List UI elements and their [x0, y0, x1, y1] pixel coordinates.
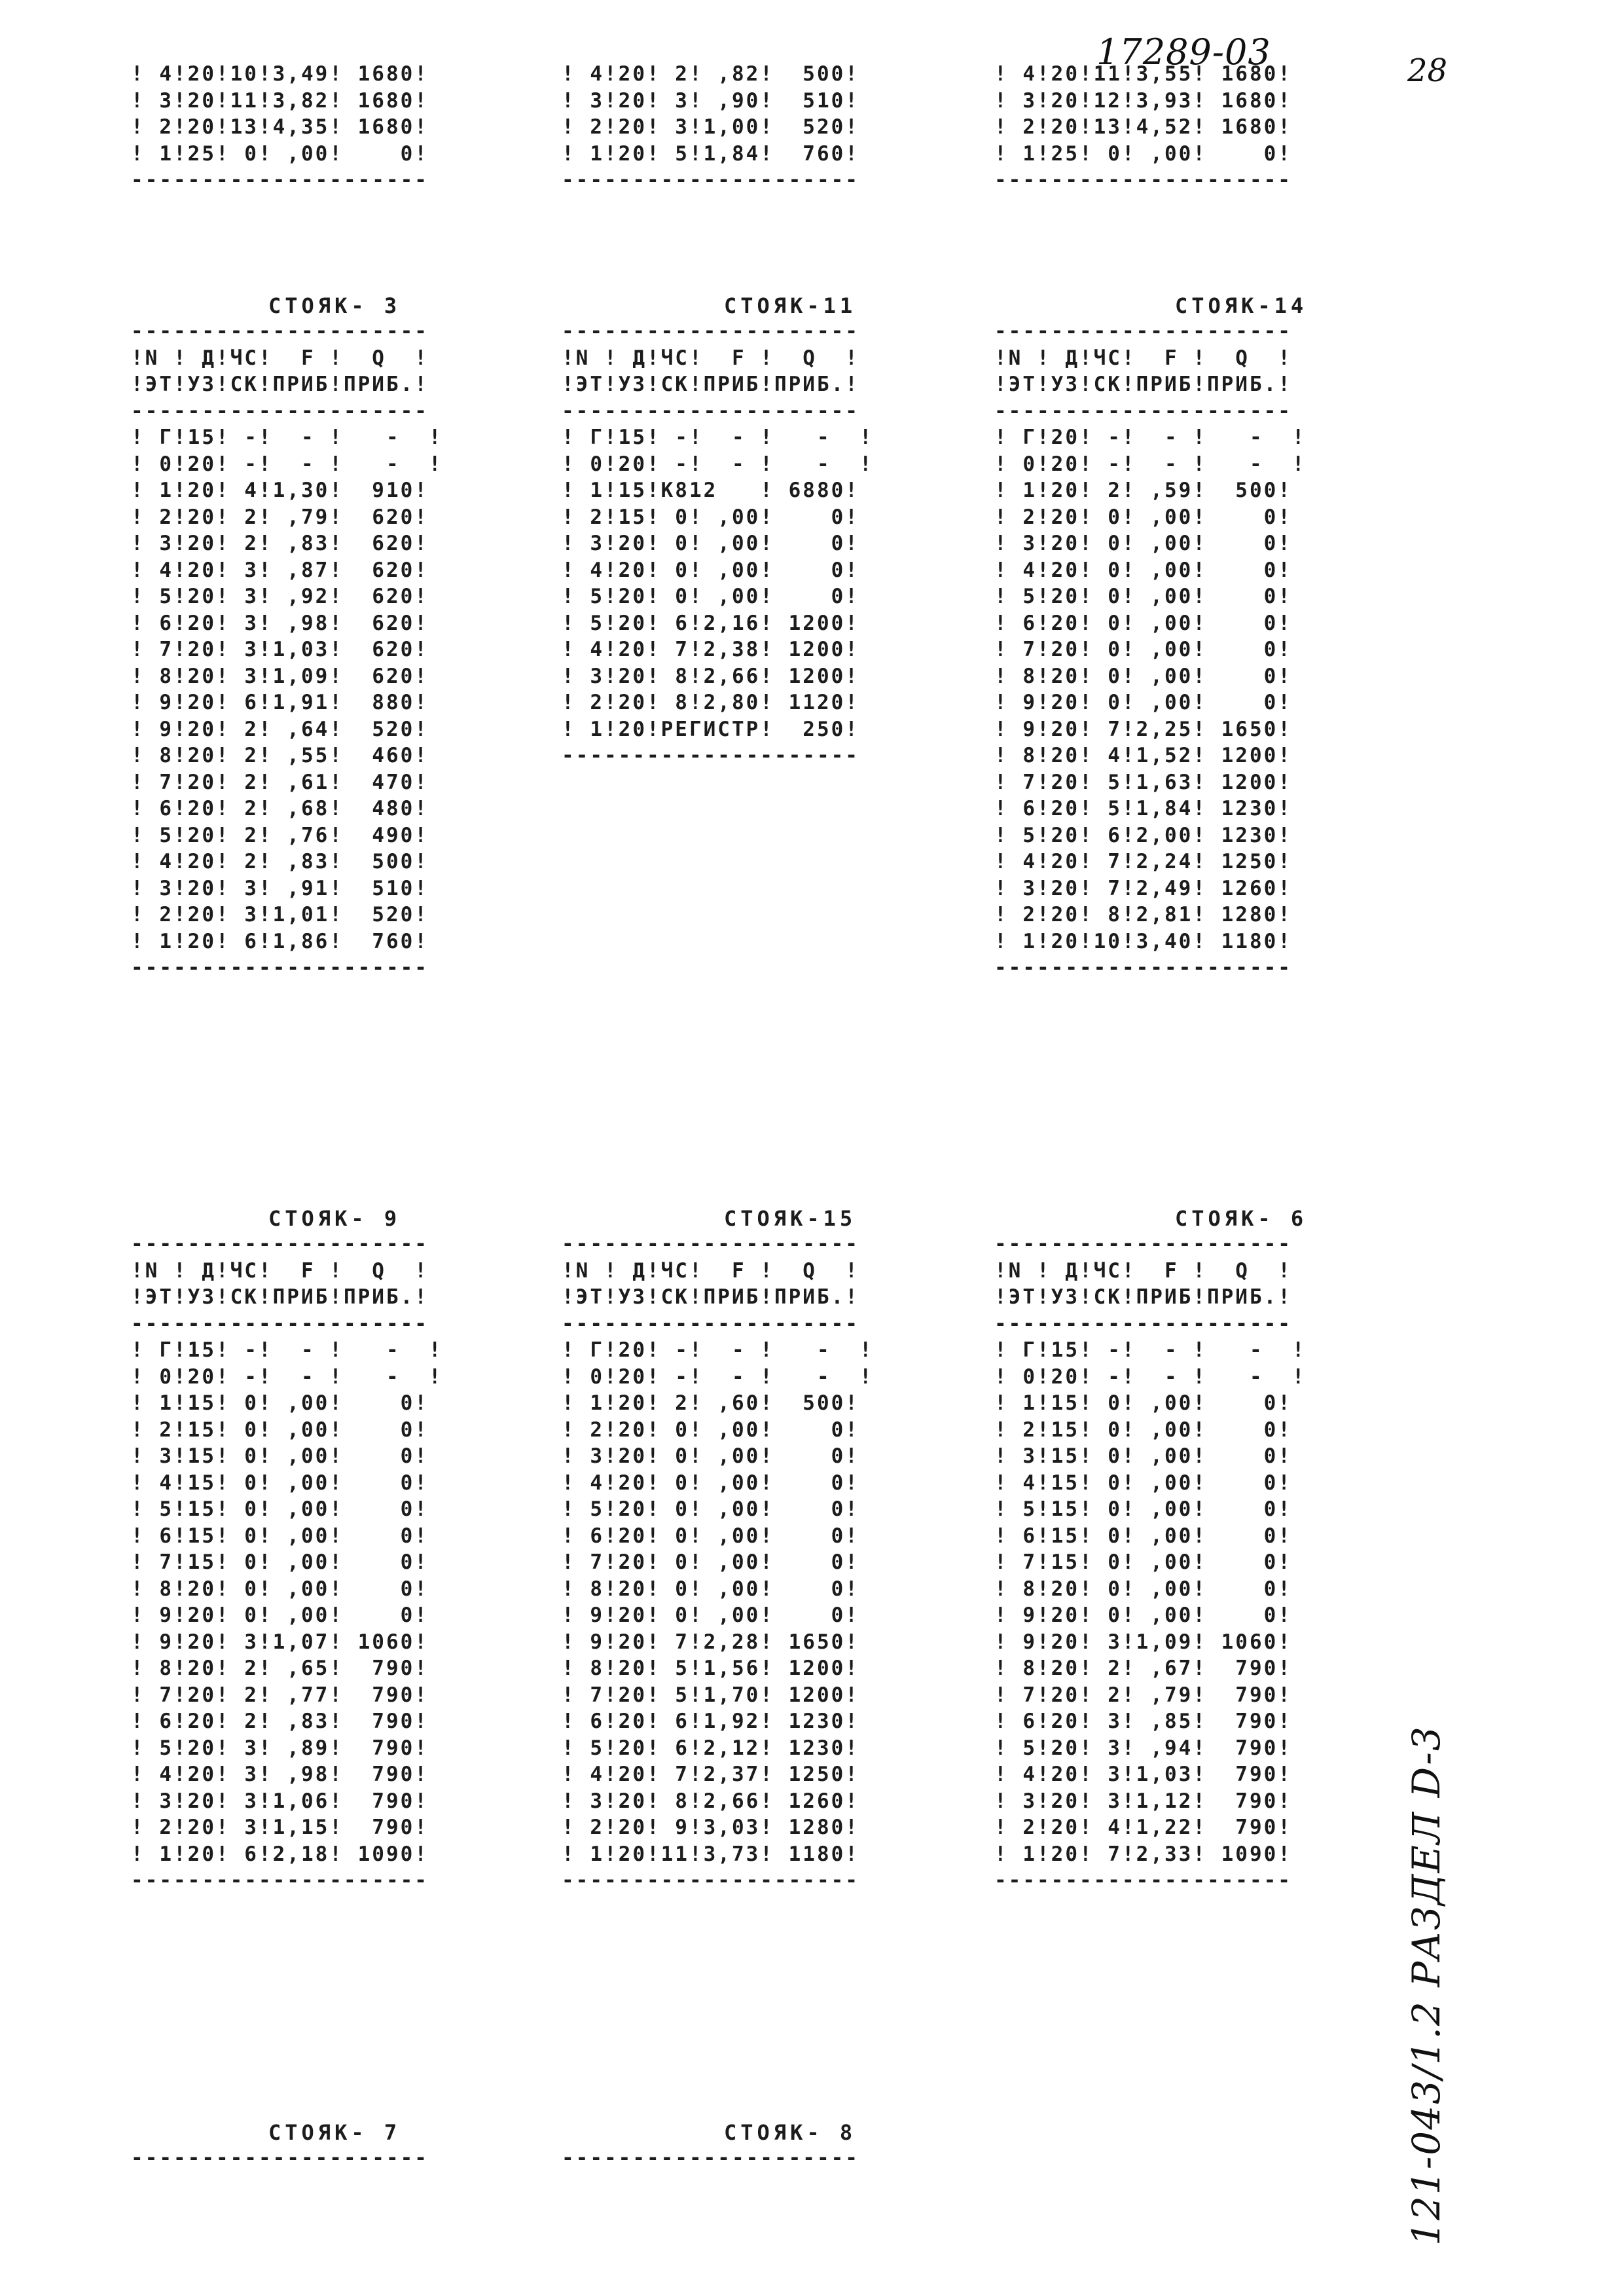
table-stoyak-6: --------------------- !N ! Д!ЧС! F ! Q ! !ЭТ!УЗ!СК!ПРИБ!ПРИБ.! --------------------- ! Г!15! -! - ! - ! ! 0!20! -! - ! - ! ! 1!15! 0! ,00! 0! ! 2!15! 0! ,00! 0! ! 3!15! 0! ,00! 0! ! 4!15! 0! ,00! 0! ! 5!15! 0! ,00! 0! ! 6!15! 0! ,00! 0! ! 7!15! 0! ,00! 0! ! 8!20! 0! ,00! 0! ! 9!20! 0! ,00! 0! ! 9!20! 3!1,09! 1060! ! 8!20! 2! ,67! 790! ! 7!20! 2! ,79! 790! ! 6!20! 3! ,85! 790! ! 5!20! 3! ,94! 790! ! 4!20! 3!1,03! 790! ! 3!20! 3!1,12! 790! ! 2!20! 4!1,22! 790! ! 1!20! 7!2,33! 1090! --------------------- [994, 1232, 1307, 1892]
section-title-stoyak-3: СТОЯК- 3 [268, 293, 401, 318]
section-title-stoyak-9: СТОЯК- 9 [268, 1206, 401, 1231]
side-note-handwritten: 121-043/1.2 РАЗДЕЛ D-3 [1404, 1725, 1449, 2246]
table-stoyak-8-rule: --------------------- [562, 2146, 859, 2170]
section-title-stoyak-7: СТОЯК- 7 [268, 2120, 401, 2145]
table-stoyak-3: --------------------- !N ! Д!ЧС! F ! Q ! !ЭТ!УЗ!СК!ПРИБ!ПРИБ.! --------------------- ! Г!15! -! - ! - ! ! 0!20! -! - ! - ! ! 1!20! 4!1,30! 910! ! 2!20! 2! ,79! 620! ! 3!20! 2! ,83! 620! ! 4!20! 3! ,87! 620! ! 5!20! 3! ,92! 620! ! 6!20! 3! ,98! 620! ! 7!20! 3!1,03! 620! ! 8!20! 3!1,09! 620! ! 9!20! 6!1,91! 880! ! 9!20! 2! ,64! 520! ! 8!20! 2! ,55! 460! ! 7!20! 2! ,61! 470! ! 6!20! 2! ,68! 480! ! 5!20! 2! ,76! 490! ! 4!20! 2! ,83! 500! ! 3!20! 3! ,91! 510! ! 2!20! 3!1,01! 520! ! 1!20! 6!1,86! 760! --------------------- [131, 320, 443, 980]
top-table-1: ! 4!20!10!3,49! 1680! ! 3!20!11!3,82! 1680! ! 2!20!13!4,35! 1680! ! 1!25! 0! ,00! 0! --------------------- [131, 62, 429, 192]
section-title-stoyak-14: СТОЯК-14 [1175, 293, 1308, 318]
top-table-2: ! 4!20! 2! ,82! 500! ! 3!20! 3! ,90! 510! ! 2!20! 3!1,00! 520! ! 1!20! 5!1,84! 760! --------------------- [562, 62, 859, 192]
document-number-handwritten: 17289-03 [1096, 31, 1271, 73]
section-title-stoyak-6: СТОЯК- 6 [1175, 1206, 1308, 1231]
table-stoyak-11: --------------------- !N ! Д!ЧС! F ! Q ! !ЭТ!УЗ!СК!ПРИБ!ПРИБ.! --------------------- ! Г!15! -! - ! - ! ! 0!20! -! - ! - ! ! 1!15!К812 ! 6880! ! 2!15! 0! ,00! 0! ! 3!20! 0! ,00! 0! ! 4!20! 0! ,00! 0! ! 5!20! 0! ,00! 0! ! 5!20! 6!2,16! 1200! ! 4!20! 7!2,38! 1200! ! 3!20! 8!2,66! 1200! ! 2!20! 8!2,80! 1120! ! 1!20!РЕГИСТР! 250! --------------------- [562, 320, 874, 767]
table-stoyak-15: --------------------- !N ! Д!ЧС! F ! Q ! !ЭТ!УЗ!СК!ПРИБ!ПРИБ.! --------------------- ! Г!20! -! - ! - ! ! 0!20! -! - ! - ! ! 1!20! 2! ,60! 500! ! 2!20! 0! ,00! 0! ! 3!20! 0! ,00! 0! ! 4!20! 0! ,00! 0! ! 5!20! 0! ,00! 0! ! 6!20! 0! ,00! 0! ! 7!20! 0! ,00! 0! ! 8!20! 0! ,00! 0! ! 9!20! 0! ,00! 0! ! 9!20! 7!2,28! 1650! ! 8!20! 5!1,56! 1200! ! 7!20! 5!1,70! 1200! ! 6!20! 6!1,92! 1230! ! 5!20! 6!2,12! 1230! ! 4!20! 7!2,37! 1250! ! 3!20! 8!2,66! 1260! ! 2!20! 9!3,03! 1280! ! 1!20!11!3,73! 1180! --------------------- [562, 1232, 874, 1892]
section-title-stoyak-15: СТОЯК-15 [724, 1206, 857, 1231]
section-title-stoyak-8: СТОЯК- 8 [724, 2120, 857, 2145]
table-stoyak-14: --------------------- !N ! Д!ЧС! F ! Q ! !ЭТ!УЗ!СК!ПРИБ!ПРИБ.! --------------------- ! Г!20! -! - ! - ! ! 0!20! -! - ! - ! ! 1!20! 2! ,59! 500! ! 2!20! 0! ,00! 0! ! 3!20! 0! ,00! 0! ! 4!20! 0! ,00! 0! ! 5!20! 0! ,00! 0! ! 6!20! 0! ,00! 0! ! 7!20! 0! ,00! 0! ! 8!20! 0! ,00! 0! ! 9!20! 0! ,00! 0! ! 9!20! 7!2,25! 1650! ! 8!20! 4!1,52! 1200! ! 7!20! 5!1,63! 1200! ! 6!20! 5!1,84! 1230! ! 5!20! 6!2,00! 1230! ! 4!20! 7!2,24! 1250! ! 3!20! 7!2,49! 1260! ! 2!20! 8!2,81! 1280! ! 1!20!10!3,40! 1180! --------------------- [994, 320, 1307, 980]
table-stoyak-9: --------------------- !N ! Д!ЧС! F ! Q ! !ЭТ!УЗ!СК!ПРИБ!ПРИБ.! --------------------- ! Г!15! -! - ! - ! ! 0!20! -! - ! - ! ! 1!15! 0! ,00! 0! ! 2!15! 0! ,00! 0! ! 3!15! 0! ,00! 0! ! 4!15! 0! ,00! 0! ! 5!15! 0! ,00! 0! ! 6!15! 0! ,00! 0! ! 7!15! 0! ,00! 0! ! 8!20! 0! ,00! 0! ! 9!20! 0! ,00! 0! ! 9!20! 3!1,07! 1060! ! 8!20! 2! ,65! 790! ! 7!20! 2! ,77! 790! ! 6!20! 2! ,83! 790! ! 5!20! 3! ,89! 790! ! 4!20! 3! ,98! 790! ! 3!20! 3!1,06! 790! ! 2!20! 3!1,15! 790! ! 1!20! 6!2,18! 1090! --------------------- [131, 1232, 443, 1892]
top-table-3: ! 4!20!11!3,55! 1680! ! 3!20!12!3,93! 1680! ! 2!20!13!4,52! 1680! ! 1!25! 0! ,00! 0! --------------------- [994, 62, 1292, 192]
section-title-stoyak-11: СТОЯК-11 [724, 293, 857, 318]
sheet-number-handwritten: 28 [1407, 52, 1448, 89]
table-stoyak-7-rule: --------------------- [131, 2146, 429, 2170]
